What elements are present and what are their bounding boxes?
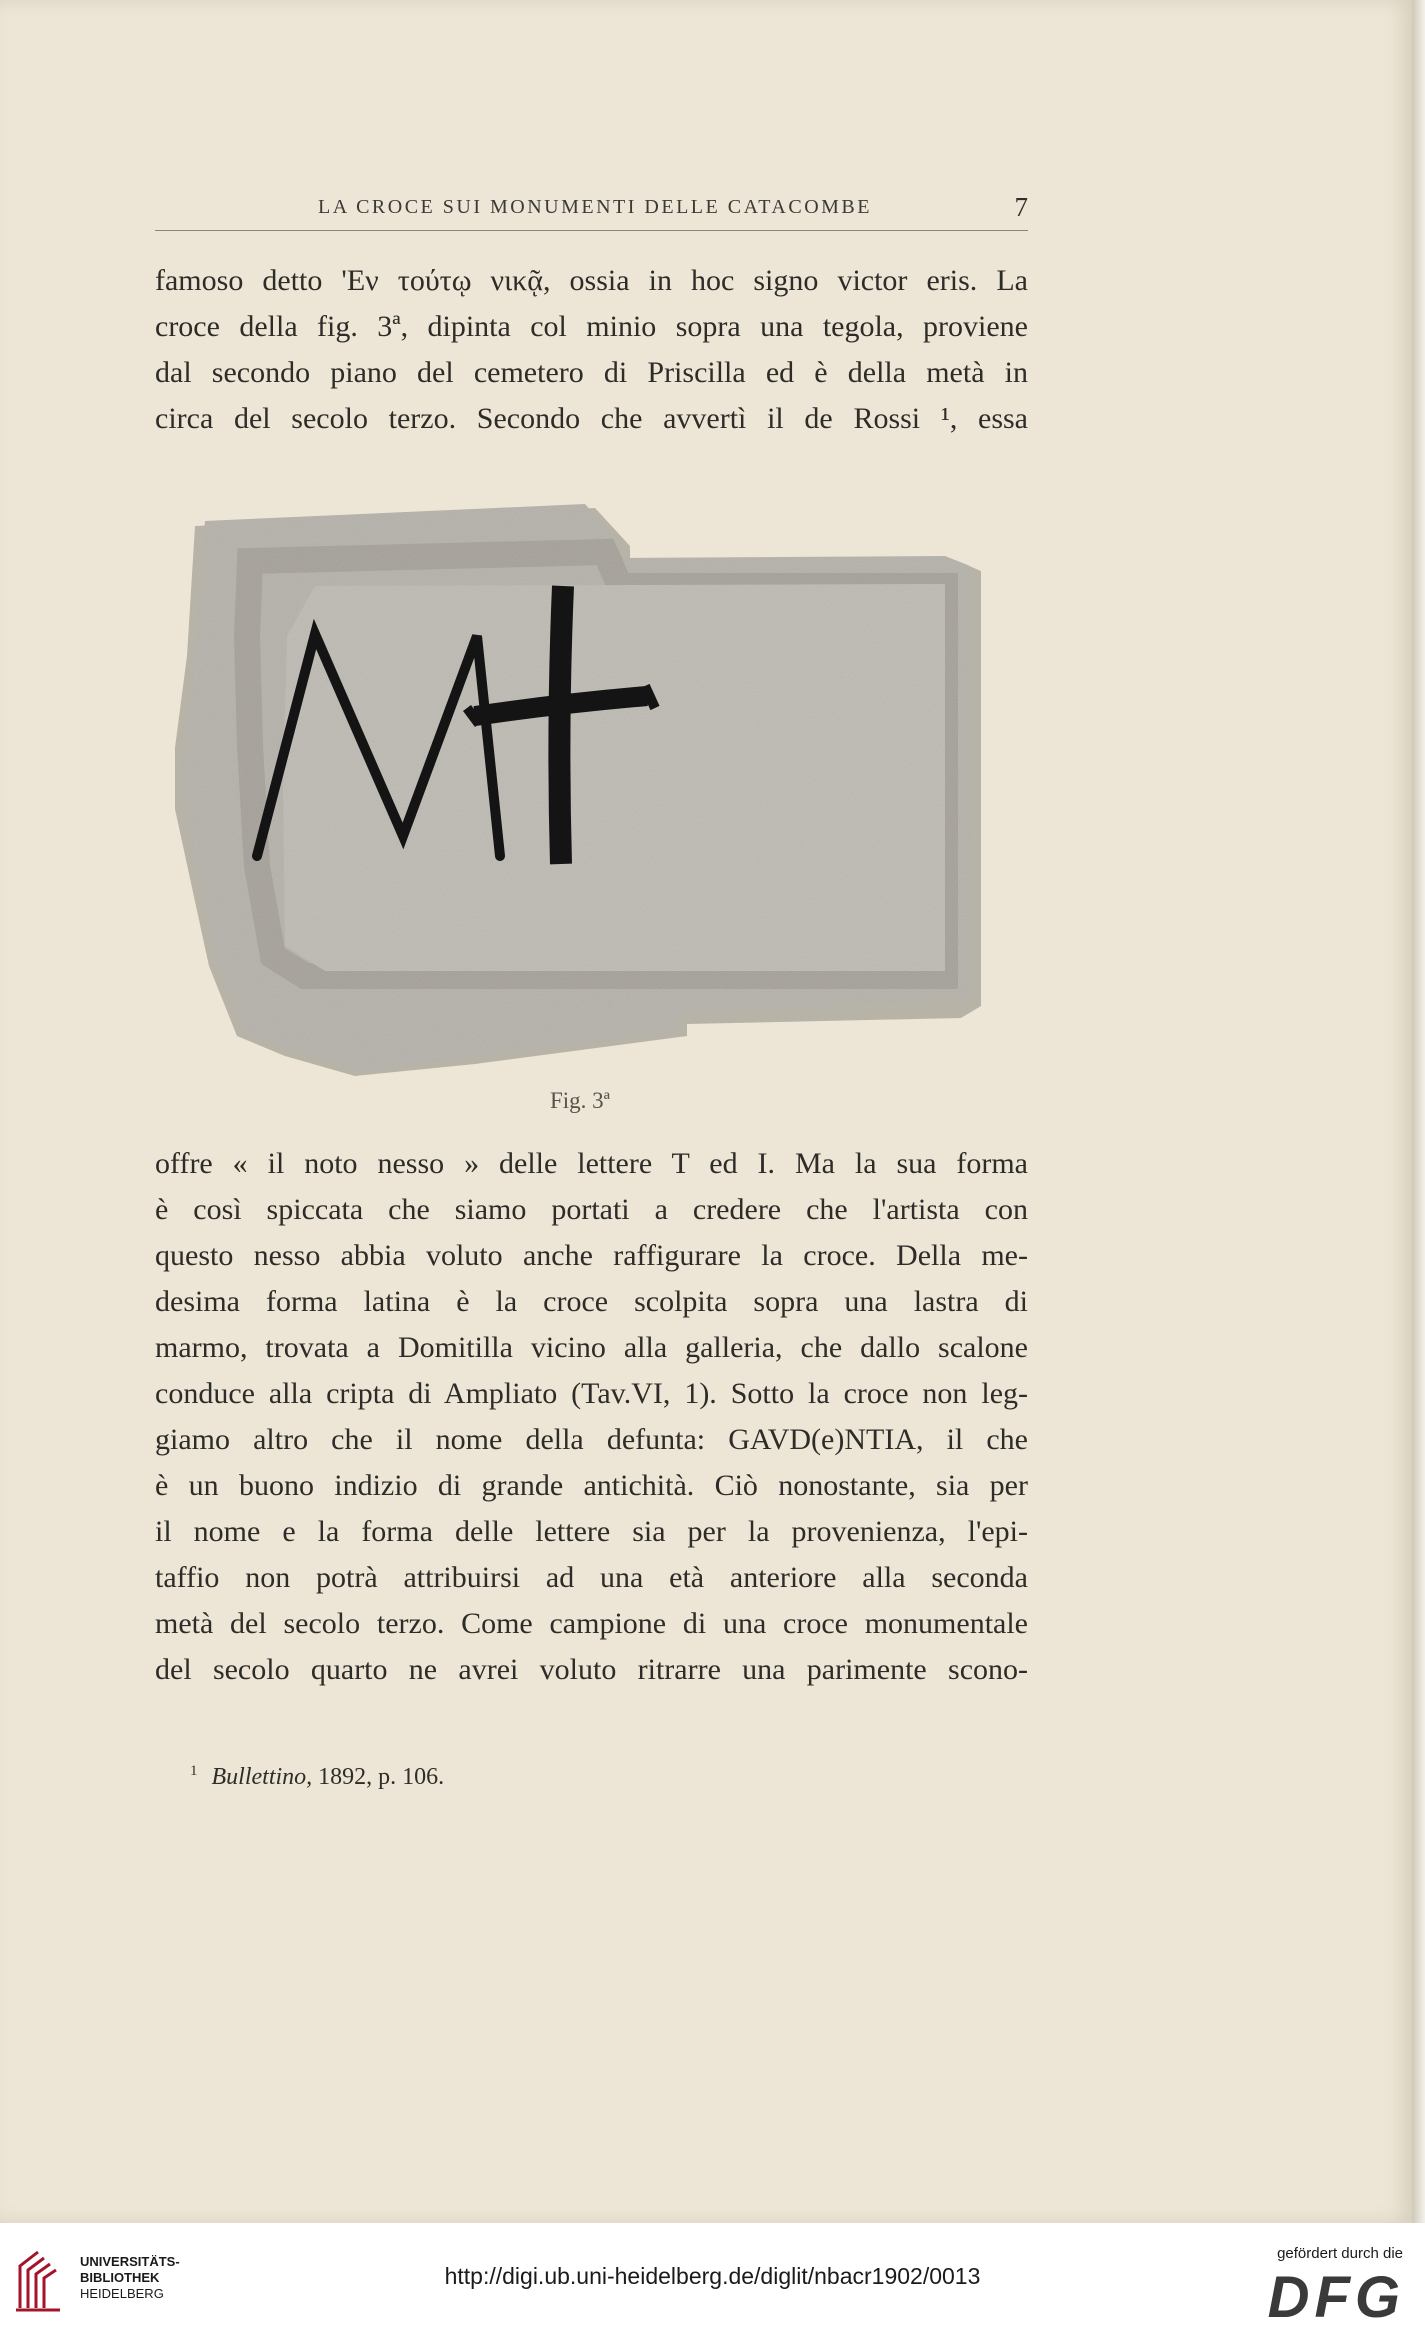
paragraph-bottom (155, 1141, 1028, 1693)
figure-caption: Fig. 3ª (549, 1088, 611, 1113)
footnote-work: Bullettino, (211, 1764, 313, 1790)
footnote-mark: 1 (190, 1763, 198, 1779)
running-head (155, 192, 1028, 231)
text-line: conduce alla cripta di Ampliato (Tav.VI, 1). Sotto la croce non leg- (155, 1377, 1028, 1410)
text-line: croce della fig. 3ª, dipinta col minio sopra una tegola, proviene (155, 310, 1028, 343)
footnote-rest: 1892, p. 106. (318, 1764, 445, 1790)
text-line: è così spiccata che siamo portati a credere che l'artista con (155, 1193, 1028, 1226)
text-line: metà del secolo terzo. Come campione di una croce monumentale (155, 1607, 1028, 1640)
library-line: UNIVERSITÄTS- (80, 2254, 180, 2269)
text-line: desima forma latina è la croce scolpita sopra una lastra di (155, 1285, 1028, 1318)
library-logo-icon (14, 2246, 62, 2314)
text-line: questo nesso abbia voluto anche raffigurare la croce. Della me- (155, 1239, 1028, 1272)
text-line: del secolo quarto ne avrei voluto ritrarre una parimente scono- (155, 1653, 1028, 1686)
text-line: giamo altro che il nome della defunta: GAVD(e)NTIA, il che (155, 1423, 1028, 1456)
text-line: il nome e la forma delle lettere sia per la provenienza, l'epi- (155, 1515, 1028, 1548)
figure-tile (175, 486, 990, 1078)
text-line: famoso detto 'Εν τούτῳ νικᾷ, ossia in hoc signo victor eris. La (155, 264, 1028, 297)
library-line: BIBLIOTHEK (80, 2270, 160, 2285)
funding-label: gefördert durch die (1277, 2245, 1403, 2262)
library-line: HEIDELBERG (80, 2286, 164, 2301)
page-edge (1412, 0, 1425, 2223)
text-line: offre « il noto nesso » delle lettere T ed I. Ma la sua forma (155, 1147, 1028, 1180)
text-line: marmo, trovata a Domitilla vicino alla galleria, che dallo scalone (155, 1331, 1028, 1364)
paragraph-top (155, 258, 1028, 442)
library-name (80, 2254, 230, 2302)
text-line: dal secondo piano del cemetero di Priscilla ed è della metà in (155, 356, 1028, 389)
permalink-url[interactable]: http://digi.ub.uni-heidelberg.de/diglit/nbacr1902/0013 (444, 2263, 981, 2289)
painted-cross-vertical (559, 586, 563, 864)
tile-illustration (175, 486, 990, 1078)
dfg-logo: DFG (1267, 2265, 1405, 2330)
text-line: circa del secolo terzo. Secondo che avvertì il de Rossi ¹, essa (155, 402, 1028, 435)
footnote (190, 1763, 990, 1791)
text-line: taffio non potrà attribuirsi ad una età anteriore alla seconda (155, 1561, 1028, 1594)
page-number: 7 (1014, 192, 1028, 222)
text-line: è un buono indizio di grande antichità. Ciò nonostante, sia per (155, 1469, 1028, 1502)
running-title: LA CROCE SUI MONUMENTI DELLE CATACOMBE (318, 196, 872, 218)
